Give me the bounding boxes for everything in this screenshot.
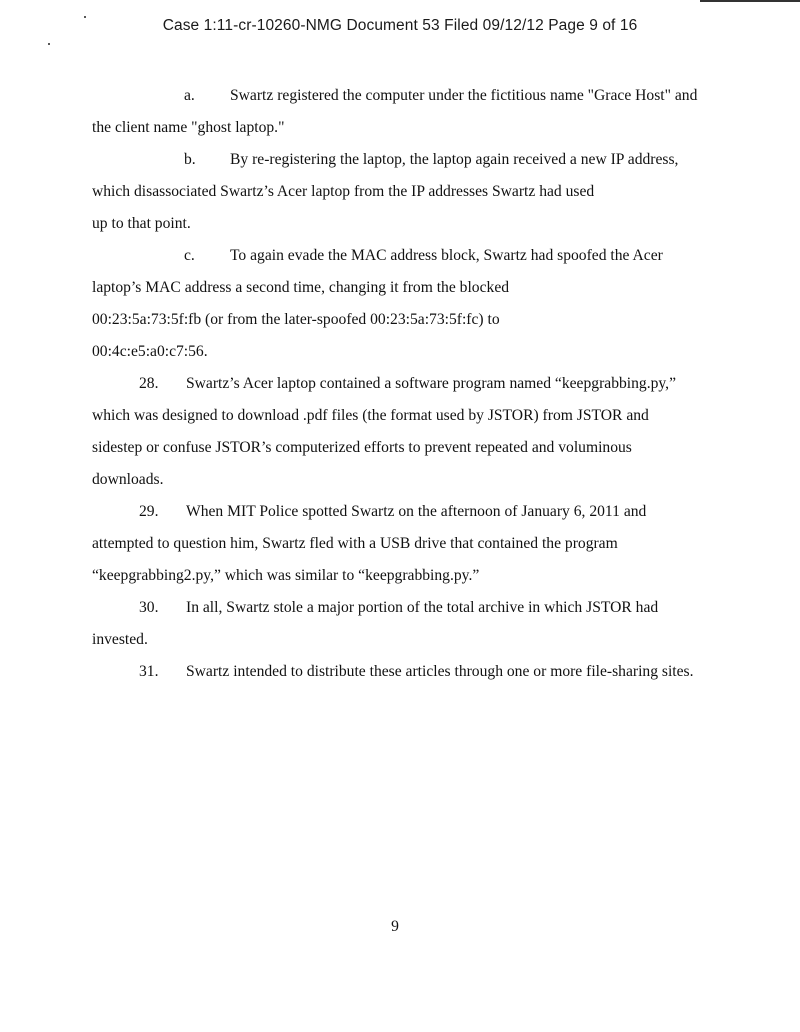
subparagraph-b: [184, 144, 712, 176]
text-line: which disassociated Swartz’s Acer laptop from the IP addresses Swartz had used: [92, 183, 595, 200]
text-line: Swartz’s Acer laptop contained a software program named “keepgrabbing.py,”: [186, 375, 677, 392]
paragraph-number: 30.: [139, 599, 159, 616]
document-body: [92, 80, 712, 688]
text-line: laptop’s MAC address a second time, changing it from the blocked: [92, 279, 510, 296]
text-line: To again evade the MAC address block, Swartz had spoofed the Acer: [230, 247, 663, 264]
scan-edge-mark: [700, 0, 800, 2]
subparagraph-a: [184, 80, 712, 112]
paragraph-30: [92, 592, 712, 624]
paragraph-29: [92, 496, 712, 528]
text-line: In all, Swartz stole a major portion of the total archive in which JSTOR had: [186, 599, 659, 616]
text-line: 00:23:5a:73:5f:fb (or from the later-spoofed 00:23:5a:73:5f:fc) to: [92, 311, 500, 328]
subparagraph-label: b.: [184, 151, 196, 168]
paragraph-number: 31.: [139, 663, 159, 680]
text-line: which was designed to download .pdf files (the format used by JSTOR) from JSTOR and: [92, 407, 649, 424]
paragraph-31: [92, 656, 712, 688]
text-line: When MIT Police spotted Swartz on the afternoon of January 6, 2011 and: [186, 503, 647, 520]
text-line: sidestep or confuse JSTOR’s computerized efforts to prevent repeated and voluminous: [92, 439, 632, 456]
text-line: “keepgrabbing2.py,” which was similar to “keepgrabbing.py.”: [92, 567, 480, 584]
scan-speck: [48, 43, 50, 45]
subparagraph-label: c.: [184, 247, 195, 264]
subparagraph-list: [92, 144, 712, 176]
subparagraph-list: [92, 80, 712, 112]
text-line: Swartz intended to distribute these articles through one or more file-sharing sites.: [186, 663, 694, 680]
text-line: 00:4c:e5:a0:c7:56.: [92, 343, 208, 360]
text-line: the client name "ghost laptop.": [92, 119, 285, 136]
page-number: 9: [391, 918, 399, 935]
subparagraph-label: a.: [184, 87, 195, 104]
subparagraph-c: [184, 240, 712, 272]
text-line: up to that point.: [92, 215, 191, 232]
text-line: downloads.: [92, 471, 164, 488]
case-header: Case 1:11-cr-10260-NMG Document 53 Filed 09/12/12 Page 9 of 16: [162, 17, 638, 34]
text-line: Swartz registered the computer under the fictitious name "Grace Host" and: [230, 87, 698, 104]
text-line: By re-registering the laptop, the laptop again received a new IP address,: [230, 151, 679, 168]
text-line: invested.: [92, 631, 148, 648]
subparagraph-list: [92, 240, 712, 272]
paragraph-number: 29.: [139, 503, 159, 520]
text-line: attempted to question him, Swartz fled with a USB drive that contained the program: [92, 535, 618, 552]
paragraph-number: 28.: [139, 375, 159, 392]
paragraph-28: [92, 368, 712, 400]
